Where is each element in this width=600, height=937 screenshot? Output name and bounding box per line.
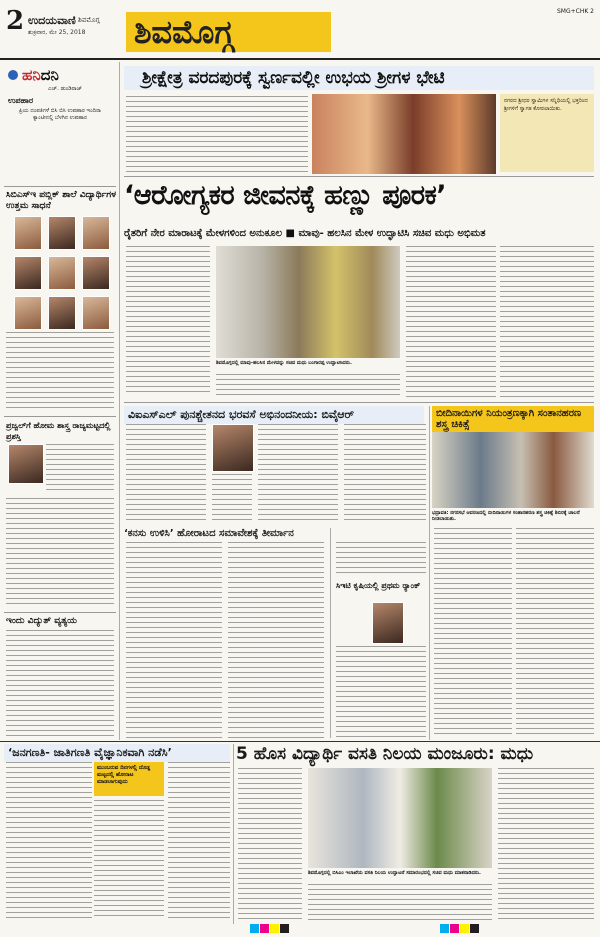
lead-sidebox: ನಗರದ ಶ್ರೀಧರ ಸ್ವಾಮಿಗಳ ಸನ್ನಿಧಿಯಲ್ಲಿ ಭಕ್ತರಿಂದ ಶ್ರೀಗಳಿಗೆ ಸ್ವಾಗತ ಕೋರಲಾಯಿತು. — [500, 94, 594, 172]
divider — [4, 416, 116, 417]
dogs-caption: ಭದ್ರಾವತಿ: ನಗರಸಭೆ ಆವರಣದಲ್ಲಿ ಬೀದಿನಾಯಿಗಳ ಸಂತಾನಹರಣ ಶಸ್ತ್ರ ಚಿಕಿತ್ಸೆ ಶಿಬಿರಕ್ಕೆ ಚಾಲನೆ ನೀಡಲಾಯಿತು. — [432, 510, 580, 522]
student-photo — [82, 216, 110, 250]
main-subhead: ರೈತರಿಗೆ ನೇರ ಮಾರಾಟಕ್ಕೆ ಮೇಳಗಳಿಂದ ಅನುಕೂಲ ■ ಮಾವು- ಹಲಸಿನ ಮೇಳ ಉದ್ಘಾಟಿಸಿ ಸಚಿವ ಮಧು ಅಭಿಮತ — [124, 228, 486, 239]
page-code: SMG+CHK 2 — [556, 8, 594, 15]
paper-name: ಉದಯವಾಣಿ — [28, 14, 76, 27]
section-title: ಶಿವಮೊಗ್ಗ — [126, 12, 331, 52]
census-headline: ‘ಜನಗಣತಿ- ಜಾತಿಗಣತಿ ವೈಜ್ಞಾನಿಕವಾಗಿ ನಡೆಸಿ’ — [4, 744, 230, 762]
census-body-text-3 — [168, 762, 230, 920]
hani-byline: ಎಚ್. ಡುಂಡಿರಾಜ್ — [48, 86, 83, 92]
student-photo — [48, 216, 76, 250]
visl-body-text-3 — [258, 424, 338, 524]
page-number: 2 — [6, 6, 25, 36]
dogs-body-text — [434, 528, 512, 738]
power-cut-headline: ಇಂದು ವಿದ್ಯುತ್ ವ್ಯತ್ಯಯ — [6, 616, 77, 626]
prajwal-body-text — [46, 444, 114, 494]
student-photo — [82, 256, 110, 290]
visl-body-text-2 — [212, 474, 252, 524]
dogs-headline: ಬೀದಿನಾಯಿಗಳ ನಿಯಂತ್ರಣಕ್ಕಾಗಿ ಸಂತಾನಹರಣ ಶಸ್ತ್ರ ಚಿಕಿತ್ಸೆ — [432, 406, 594, 432]
prajwal-body-text-2 — [6, 498, 114, 608]
column-rule — [429, 406, 430, 740]
student-photo — [48, 256, 76, 290]
dateline: ಶುಕ್ರವಾರ, ಮೇ 25, 2018 — [28, 29, 86, 36]
raghavendra-photo — [212, 424, 254, 472]
student-photo — [14, 256, 42, 290]
cbse-body-text — [6, 332, 114, 412]
student-photo — [14, 216, 42, 250]
drop-icon — [8, 70, 18, 80]
census-body-text-2 — [94, 800, 164, 920]
main-photo-caption: ಶಿವಮೊಗ್ಗದಲ್ಲಿ ಮಾವು-ಹಲಸಿನ ಮೇಳವನ್ನು ಸಚಿವ ಮಧು ಬಂಗಾರಪ್ಪ ಉದ್ಘಾಟಿಸಿದರು. — [216, 360, 352, 366]
hostel-body-text-3 — [498, 768, 594, 920]
main-body-col-3 — [406, 246, 496, 398]
edition-label: ಶಿವಮೊಗ್ಗ — [78, 16, 100, 24]
student-photo — [48, 296, 76, 330]
hani-title: ಹನಿ — [22, 66, 41, 84]
main-headline: ‘ಆರೋಗ್ಯಕರ ಜೀವನಕ್ಕೆ ಹಣ್ಣು ಪೂರಕ’ — [124, 180, 446, 211]
divider — [4, 186, 116, 187]
kanasu-body-text-2 — [228, 542, 324, 738]
cet-headline: ಸಿಇಟಿ ಕೃಷಿಯಲ್ಲಿ ಪ್ರಥಮ ರ್‍ಯಾಂಕ್ — [336, 581, 421, 590]
column-rule — [330, 528, 331, 738]
lead-body-text — [126, 96, 308, 172]
kanasu-headline: ‘ಕನಸು ಉಳಿಸಿ’ ಹೋರಾಟದ ಸಮಾವೇಶಕ್ಕೆ ತೀರ್ಮಾನ — [124, 528, 294, 539]
hostel-headline: 5 ಹೊಸ ವಿದ್ಯಾರ್ಥಿ ವಸತಿ ನಿಲಯ ಮಂಜೂರು: ಮಧು — [236, 744, 534, 764]
visl-body-text — [126, 424, 206, 524]
column-rule — [119, 62, 120, 740]
hani-subtitle: ಉಪಹಾರ — [8, 96, 34, 105]
main-body-col-1 — [126, 246, 210, 396]
cet-body-text — [336, 542, 426, 576]
census-pullquote: ಮುಂಬರುವ ದಿನಗಳಲ್ಲಿ ದೊಡ್ಡ ಮಟ್ಟದಲ್ಲಿ ಹೋರಾಟ ಮಾಡಲಾಗುವುದು — [94, 762, 164, 796]
hani-dani-title — [22, 66, 59, 84]
cet-body-text-2 — [336, 646, 426, 738]
hostel-caption: ಶಿವಮೊಗ್ಗದಲ್ಲಿ ಬಿಸಿಎಂ ಇಲಾಖೆಯ ವಸತಿ ನಿಲಯ ಉದ್ಘಾಟನೆ ಸಮಾರಂಭದಲ್ಲಿ ಸಚಿವ ಮಧು ಮಾತನಾಡಿದರು. — [308, 870, 481, 876]
hostel-photo — [308, 768, 492, 868]
column-rule — [233, 744, 234, 924]
prajwal-headline: ಪ್ರಜ್ವಲ್‌ಗೆ ಹೋಮ ಶಾಸ್ತ್ರ ರಾಜ್ಯಮಟ್ಟದಲ್ಲಿ ಪ್ರಶಸ್ತಿ — [6, 421, 111, 441]
divider — [124, 402, 594, 403]
census-body-text — [6, 762, 92, 920]
student-photo — [82, 296, 110, 330]
student-photo-grid — [14, 216, 114, 328]
lead-photo — [312, 94, 496, 174]
cbse-headline: ಸಿಬಿಎಸ್‌ಇ ಪಬ್ಲಿಕ್ ಶಾಲೆ ವಿದ್ಯಾರ್ಥಿಗಳ ಉತ್ತಮ ಸಾಧನೆ — [6, 190, 116, 211]
visl-headline: ವಿಐಎಸ್‌ಎಲ್ ಪುನಶ್ಚೇತನದ ಭರವಸೆ ಅಭಿನಂದನೀಯ: ಬಿವೈಆರ್ — [124, 406, 424, 424]
divider — [0, 741, 600, 742]
dani-title: ದನಿ — [40, 66, 59, 84]
main-photo — [216, 246, 400, 358]
cet-student-photo — [372, 602, 404, 644]
visl-body-text-4 — [344, 424, 426, 524]
masthead-rule — [0, 58, 600, 60]
divider — [124, 176, 594, 177]
student-photo — [14, 296, 42, 330]
lead-headline: ಶ್ರೀಕ್ಷೇತ್ರ ವರದಪುರಕ್ಕೆ ಸ್ವರ್ಣವಲ್ಲೀ ಉಭಯ ಶ್ರೀಗಳ ಭೇಟಿ — [124, 66, 594, 90]
main-body-col-4 — [500, 246, 594, 398]
hostel-body-text — [238, 768, 302, 920]
hostel-body-text-2 — [308, 884, 492, 920]
dogs-photo — [432, 432, 594, 508]
prajwal-photo — [8, 444, 44, 484]
main-body-col-2 — [216, 374, 400, 398]
dogs-body-text-2 — [516, 528, 594, 738]
kanasu-body-text — [126, 542, 222, 738]
power-cut-body-text — [6, 630, 114, 738]
hani-verse: ಪ್ರಿಯ ದಂಪತಿಗಳೆ ಬಿಸಿ ಬಿಸಿ ಉಪಹಾರ ಇಂದಿರಾ ಕ್ಯಾಂಟೀನಲ್ಲಿ ಬೆಳಗಿನ ಉಪಹಾರ — [19, 108, 101, 121]
divider — [4, 612, 116, 613]
